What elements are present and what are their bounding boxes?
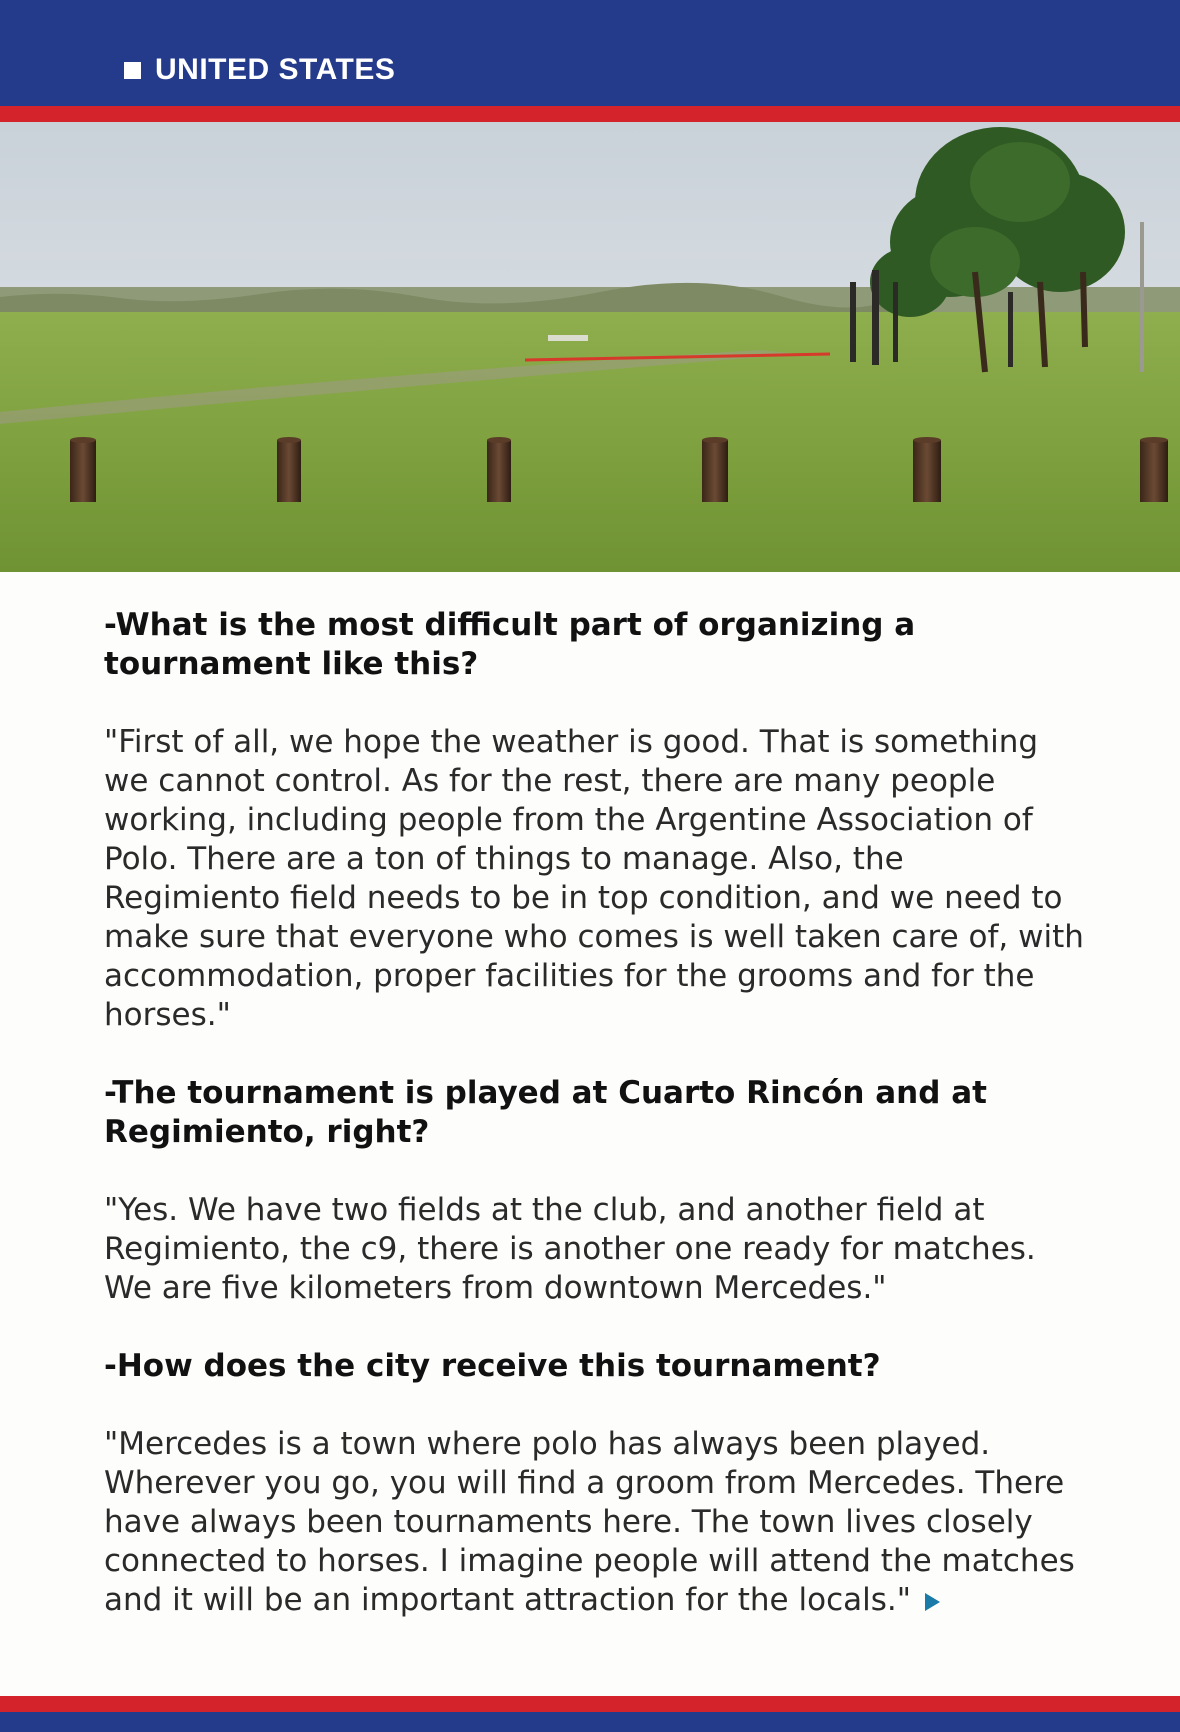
answer-1: "First of all, we hope the weather is good. That is something we cannot control. As for the rest, there are many people working, including people from the Argentine Association of Polo. There are a ton of things to manage. Also, the Regimiento field needs to be in top condition, and we need to make sure that everyone who comes is well taken care of, with accommodation, proper facilities for the grooms and for the horses."	[104, 724, 1084, 1033]
section-label-text: UNITED STATES	[155, 53, 396, 86]
answer-3-container	[104, 1425, 1084, 1620]
section-label	[124, 50, 395, 90]
question-1: -What is the most difficult part of organizing a tournament like this?	[104, 607, 916, 682]
question-3: -How does the city receive this tournament?	[104, 1348, 881, 1384]
answer-3: "Mercedes is a town where polo has always been played. Wherever you go, you will find a groom from Mercedes. There have always been tournaments here. The town lives closely connected to horses. I imagine people will attend the matches and it will be an important attraction for the locals."	[104, 1426, 1075, 1618]
footer-band	[0, 1712, 1180, 1732]
question-2: -The tournament is played at Cuarto Rincón and at Regimiento, right?	[104, 1075, 987, 1150]
polo-field-photo	[0, 122, 1180, 572]
footer-red-stripe	[0, 1696, 1180, 1712]
interview-body	[104, 606, 1084, 1620]
answer-2: "Yes. We have two fields at the club, and another field at Regimiento, the c9, there is another one ready for matches. We are five kilometers from downtown Mercedes."	[104, 1192, 1036, 1306]
end-mark-icon	[925, 1593, 940, 1611]
square-bullet-icon	[124, 62, 141, 79]
header-red-stripe	[0, 106, 1180, 122]
